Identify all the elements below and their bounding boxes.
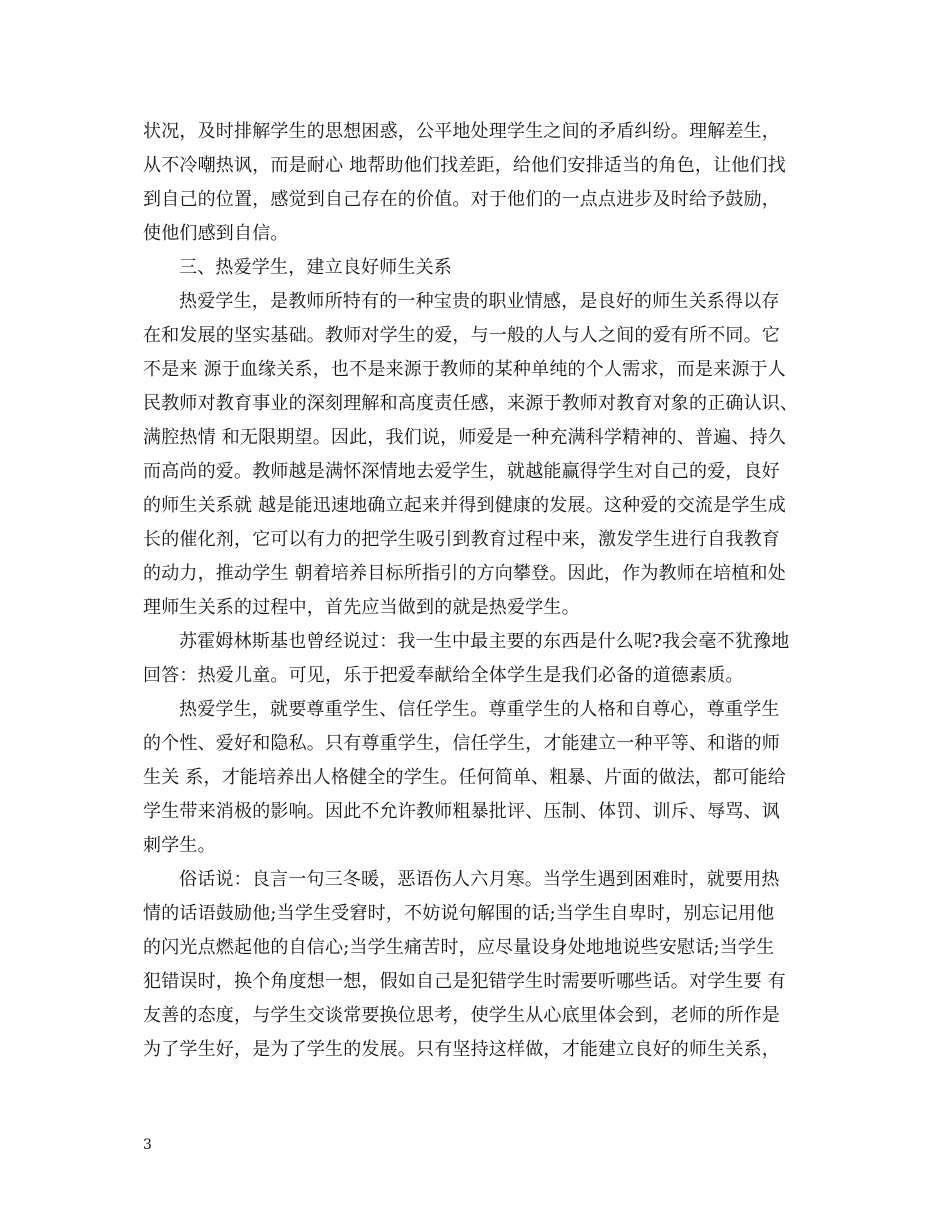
text-line: 的师生关系就 越是能迅速地确立起来并得到健康的发展。这种爱的交流是学生成 <box>143 495 786 516</box>
text-line: 而高尚的爱。教师越是满怀深情地去爱学生，就越能赢得学生对自己的爱，良好 <box>143 461 780 482</box>
text-line: 民教师对教育事业的深刻理解和高度责任感，来源于教师对教育对象的正确认识、 <box>143 393 799 414</box>
text-line: 理师生关系的过程中，首先应当做到的就是热爱学生。 <box>143 597 580 618</box>
text-line: 回答：热爱儿童。可见，乐于把爱奉献给全体学生是我们必备的道德素质。 <box>143 665 744 686</box>
text-line: 俗话说：良言一句三冬暖，恶语伤人六月寒。当学生遇到困难时，就要用热 <box>179 869 780 890</box>
text-line: 热爱学生，就要尊重学生、信任学生。尊重学生的人格和自尊心，尊重学生 <box>179 699 780 720</box>
text-line: 犯错误时，换个角度想一想，假如自己是犯错学生时需要听哪些话。对学生要 有 <box>143 971 786 992</box>
section-heading: 三、热爱学生，建立良好师生关系 <box>179 257 452 278</box>
text-line: 使他们感到自信。 <box>143 223 289 244</box>
text-line: 长的催化剂，它可以有力的把学生吸引到教育过程中来，激发学生进行自我教育 <box>143 529 780 550</box>
text-line: 的个性、爱好和隐私。只有尊重学生，信任学生，才能建立一种平等、和谐的师 <box>143 733 780 754</box>
text-line: 的闪光点燃起他的自信心;当学生痛苦时，应尽量设身处地地说些安慰话;当学生 <box>143 937 775 958</box>
text-line: 不是来 源于血缘关系，也不是来源于教师的某种单纯的个人需求，而是来源于人 <box>143 359 786 380</box>
text-line: 为了学生好，是为了学生的发展。只有坚持这样做，才能建立良好的师生关系， <box>143 1039 780 1060</box>
text-line: 情的话语鼓励他;当学生受窘时，不妨说句解围的话;当学生自卑时，别忘记用他 <box>143 903 775 924</box>
text-line: 状况，及时排解学生的思想困惑，公平地处理学生之间的矛盾纠纷。理解差生， <box>143 121 780 142</box>
text-line: 从不冷嘲热讽，而是耐心 地帮助他们找差距，给他们安排适当的角色，让他们找 <box>143 155 786 176</box>
text-line: 到自己的位置，感觉到自己存在的价值。对于他们的一点点进步及时给予鼓励， <box>143 189 780 210</box>
text-line: 刺学生。 <box>143 835 216 856</box>
text-line: 热爱学生，是教师所特有的一种宝贵的职业情感，是良好的师生关系得以存 <box>179 291 780 312</box>
text-line: 的动力，推动学生 朝着培养目标所指引的方向攀登。因此，作为教师在培植和处 <box>143 563 786 584</box>
text-line: 学生带来消极的影响。因此不允许教师粗暴批评、压制、体罚、训斥、辱骂、讽 <box>143 801 780 822</box>
text-line: 在和发展的坚实基础。教师对学生的爱，与一般的人与人之间的爱有所不同。它 <box>143 325 780 346</box>
text-line: 苏霍姆林斯基也曾经说过：我一生中最主要的东西是什么呢?我会毫不犹豫地 <box>179 631 790 652</box>
text-line: 生关 系，才能培养出人格健全的学生。任何简单、粗暴、片面的做法，都可能给 <box>143 767 786 788</box>
text-line: 满腔热情 和无限期望。因此，我们说，师爱是一种充满科学精神的、普遍、持久 <box>143 427 786 448</box>
text-line: 友善的态度，与学生交谈常要换位思考，使学生从心底里体会到，老师的所作是 <box>143 1005 780 1026</box>
page-number: 3 <box>143 1137 152 1153</box>
